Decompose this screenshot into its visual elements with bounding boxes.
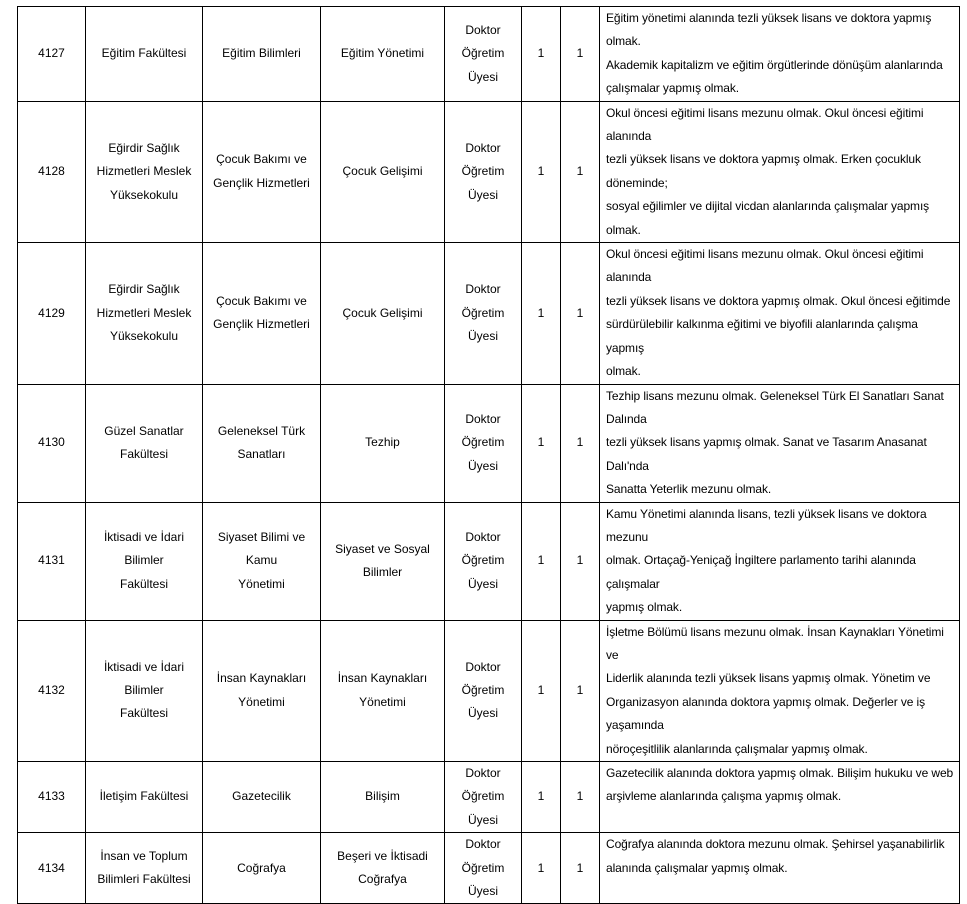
- faculty-cell: [86, 101, 203, 242]
- faculty-cell: [86, 762, 203, 833]
- academic-title-cell-line: Doktor: [465, 22, 501, 37]
- field-cell: [321, 502, 445, 620]
- faculty-cell-line: Fakültesi: [119, 576, 169, 591]
- department-cell-line: Coğrafya: [237, 860, 286, 875]
- academic-title-cell-line: Doktor: [465, 282, 501, 297]
- field-cell: [321, 101, 445, 242]
- field-cell-line: Coğrafya: [358, 872, 407, 887]
- faculty-cell-line: Eğirdir Sağlık: [108, 282, 180, 297]
- position-id-cell: 4132: [18, 620, 86, 761]
- requirements-cell: [600, 762, 960, 833]
- requirements-cell: [600, 7, 960, 102]
- field-cell-line: Eğitim Yönetimi: [340, 46, 425, 61]
- academic-title-cell: [445, 762, 522, 833]
- count-cell: 1: [561, 7, 600, 102]
- academic-title-cell-line: Doktor: [465, 411, 501, 426]
- faculty-cell-line: İletişim Fakültesi: [99, 789, 189, 804]
- job-listing-table: [17, 6, 960, 904]
- academic-title-cell: [445, 384, 522, 502]
- requirements-cell-line: Kamu Yönetimi alanında lisans, tezli yüksek lisans ve doktora mezunu: [606, 506, 927, 544]
- requirements-cell-line: Okul öncesi eğitimi lisans mezunu olmak. Okul öncesi eğitimi alanında: [606, 247, 924, 285]
- field-cell-line: Bilimler: [362, 565, 403, 580]
- count-cell: 1: [522, 101, 561, 242]
- department-cell-line: Gençlik Hizmetleri: [213, 175, 310, 190]
- academic-title-cell-line: Öğretim Üyesi: [461, 164, 505, 202]
- faculty-cell-line: İktisadi ve İdari Bilimler: [103, 659, 185, 698]
- count-cell: 1: [522, 243, 561, 384]
- faculty-cell-line: Güzel Sanatlar: [104, 423, 184, 438]
- position-id-cell: 4129: [18, 243, 86, 384]
- table-row: [18, 620, 960, 761]
- field-cell: [321, 833, 445, 904]
- count-cell: 1: [561, 620, 600, 761]
- faculty-cell: [86, 243, 203, 384]
- job-listing-table-wrapper: [17, 6, 960, 904]
- position-id-cell: 4130: [18, 384, 86, 502]
- faculty-cell-line: Yüksekokulu: [109, 328, 179, 343]
- faculty-cell-line: İktisadi ve İdari Bilimler: [103, 529, 185, 568]
- faculty-cell: [86, 502, 203, 620]
- position-id-cell: 4128: [18, 101, 86, 242]
- field-cell-line: Siyaset ve Sosyal: [335, 541, 430, 556]
- count-cell: 1: [522, 833, 561, 904]
- requirements-cell-line: tezli yüksek lisans ve doktora yapmış olmak. Okul öncesi eğitimde: [606, 293, 951, 308]
- requirements-cell-line: Akademik kapitalizm ve eğitim örgütlerinde dönüşüm alanlarında: [606, 57, 943, 72]
- faculty-cell-line: Yüksekokulu: [109, 187, 179, 202]
- field-cell: [321, 620, 445, 761]
- requirements-cell-line: arşivleme alanlarında çalışma yapmış olmak.: [606, 789, 842, 804]
- field-cell-line: Tezhip: [365, 435, 400, 450]
- field-cell: [321, 384, 445, 502]
- count-cell: 1: [561, 384, 600, 502]
- faculty-cell-line: Fakültesi: [119, 447, 169, 462]
- faculty-cell: [86, 833, 203, 904]
- requirements-cell-line: Tezhip lisans mezunu olmak. Geleneksel Türk El Sanatları Sanat Dalında: [606, 388, 944, 426]
- field-cell: [321, 762, 445, 833]
- count-cell: 1: [561, 101, 600, 242]
- requirements-cell-line: olmak.: [606, 364, 641, 379]
- table-row: [18, 502, 960, 620]
- department-cell-line: Siyaset Bilimi ve Kamu: [217, 529, 306, 568]
- table-row: [18, 7, 960, 102]
- count-cell: 1: [522, 620, 561, 761]
- faculty-cell-line: Bilimleri Fakültesi: [97, 872, 191, 887]
- academic-title-cell: [445, 101, 522, 242]
- department-cell: [203, 833, 321, 904]
- table-row: [18, 243, 960, 384]
- academic-title-cell-line: Öğretim Üyesi: [461, 683, 505, 721]
- academic-title-cell-line: Öğretim Üyesi: [461, 46, 505, 84]
- field-cell-line: Yönetimi: [359, 694, 406, 709]
- count-cell: 1: [522, 384, 561, 502]
- requirements-cell-line: yapmış olmak.: [606, 600, 683, 615]
- academic-title-cell-line: Öğretim Üyesi: [461, 435, 505, 473]
- department-cell-line: Gazetecilik: [232, 789, 291, 804]
- requirements-cell-line: Liderlik alanında tezli yüksek lisans yapmış olmak. Yönetim ve: [606, 671, 931, 686]
- academic-title-cell-line: Öğretim Üyesi: [461, 860, 505, 899]
- requirements-cell: [600, 833, 960, 904]
- table-row: [18, 833, 960, 904]
- department-cell-line: Eğitim Bilimleri: [222, 46, 301, 61]
- count-cell: 1: [561, 762, 600, 833]
- requirements-cell-line: sosyal eğilimler ve dijital vicdan alanlarında çalışmalar yapmış olmak.: [606, 199, 930, 237]
- field-cell-line: Bilişim: [365, 789, 400, 804]
- academic-title-cell: [445, 7, 522, 102]
- table-body: [18, 7, 960, 904]
- department-cell-line: Çocuk Bakımı ve: [216, 293, 307, 308]
- field-cell-line: Beşeri ve İktisadi: [337, 848, 428, 863]
- requirements-cell-line: sürdürülebilir kalkınma eğitimi ve biyofili alanlarında çalışma yapmış: [606, 317, 918, 355]
- requirements-cell: [600, 502, 960, 620]
- requirements-cell-line: Sanatta Yeterlik mezunu olmak.: [606, 482, 772, 497]
- field-cell: [321, 243, 445, 384]
- table-row: [18, 101, 960, 242]
- requirements-cell-line: alanında çalışmalar yapmış olmak.: [606, 860, 788, 875]
- count-cell: 1: [561, 502, 600, 620]
- academic-title-cell-line: Doktor: [465, 659, 501, 674]
- requirements-cell-line: Gazetecilik alanında doktora yapmış olmak. Bilişim hukuku ve web: [606, 766, 954, 780]
- requirements-cell-line: nöroçeşitlilik alanlarında çalışmalar yapmış olmak.: [606, 741, 868, 756]
- requirements-cell-line: İşletme Bölümü lisans mezunu olmak. İnsan Kaynakları Yönetimi ve: [606, 624, 944, 662]
- table-row: [18, 384, 960, 502]
- field-cell-line: Çocuk Gelişimi: [342, 305, 423, 320]
- count-cell: 1: [561, 833, 600, 904]
- academic-title-cell: [445, 620, 522, 761]
- requirements-cell-line: Coğrafya alanında doktora mezunu olmak. Şehirsel yaşanabilirlik: [606, 837, 945, 852]
- table-row: [18, 762, 960, 833]
- faculty-cell-line: Eğitim Fakültesi: [101, 46, 187, 61]
- department-cell-line: Sanatları: [237, 447, 286, 462]
- department-cell: [203, 243, 321, 384]
- field-cell-line: İnsan Kaynakları: [337, 671, 428, 686]
- field-cell: [321, 7, 445, 102]
- position-id-cell: 4127: [18, 7, 86, 102]
- requirements-cell: [600, 620, 960, 761]
- academic-title-cell-line: Öğretim Üyesi: [461, 305, 505, 343]
- department-cell-line: Geleneksel Türk: [217, 423, 306, 438]
- count-cell: 1: [522, 7, 561, 102]
- field-cell-line: Çocuk Gelişimi: [342, 164, 423, 179]
- department-cell: [203, 620, 321, 761]
- department-cell: [203, 384, 321, 502]
- department-cell-line: İnsan Kaynakları: [216, 671, 307, 686]
- faculty-cell: [86, 620, 203, 761]
- faculty-cell-line: İnsan ve Toplum: [100, 848, 188, 863]
- requirements-cell-line: Organizasyon alanında doktora yapmış olmak. Değerler ve iş yaşamında: [606, 694, 926, 733]
- requirements-cell: [600, 384, 960, 502]
- count-cell: 1: [561, 243, 600, 384]
- faculty-cell-line: Eğirdir Sağlık: [108, 140, 180, 155]
- requirements-cell: [600, 101, 960, 242]
- academic-title-cell: [445, 243, 522, 384]
- count-cell: 1: [522, 762, 561, 833]
- academic-title-cell: [445, 833, 522, 904]
- department-cell-line: Yönetimi: [238, 576, 285, 591]
- department-cell-line: Çocuk Bakımı ve: [216, 152, 307, 167]
- requirements-cell: [600, 243, 960, 384]
- position-id-cell: 4133: [18, 762, 86, 833]
- requirements-cell-line: olmak. Ortaçağ-Yeniçağ İngiltere parlamento tarihi alanında çalışmalar: [606, 553, 916, 591]
- requirements-cell-line: tezli yüksek lisans yapmış olmak. Sanat ve Tasarım Anasanat Dalı'nda: [606, 435, 927, 473]
- position-id-cell: 4134: [18, 833, 86, 904]
- requirements-cell-line: çalışmalar yapmış olmak.: [606, 81, 739, 96]
- academic-title-cell-line: Doktor: [465, 140, 501, 155]
- faculty-cell-line: Fakültesi: [119, 706, 169, 721]
- department-cell: [203, 502, 321, 620]
- requirements-cell-line: Eğitim yönetimi alanında tezli yüksek lisans ve doktora yapmış olmak.: [606, 11, 932, 49]
- academic-title-cell: [445, 502, 522, 620]
- academic-title-cell-line: Öğretim Üyesi: [461, 789, 505, 827]
- department-cell: [203, 7, 321, 102]
- department-cell: [203, 101, 321, 242]
- academic-title-cell-line: Doktor: [465, 837, 501, 852]
- faculty-cell: [86, 7, 203, 102]
- department-cell-line: Gençlik Hizmetleri: [213, 317, 310, 332]
- requirements-cell-line: tezli yüksek lisans ve doktora yapmış olmak. Erken çocukluk döneminde;: [606, 152, 921, 190]
- position-id-cell: 4131: [18, 502, 86, 620]
- academic-title-cell-line: Doktor: [465, 766, 501, 780]
- count-cell: 1: [522, 502, 561, 620]
- faculty-cell: [86, 384, 203, 502]
- department-cell: [203, 762, 321, 833]
- requirements-cell-line: Okul öncesi eğitimi lisans mezunu olmak. Okul öncesi eğitimi alanında: [606, 105, 924, 144]
- academic-title-cell-line: Doktor: [465, 529, 501, 544]
- faculty-cell-line: Hizmetleri Meslek: [96, 164, 192, 179]
- department-cell-line: Yönetimi: [238, 694, 285, 709]
- faculty-cell-line: Hizmetleri Meslek: [96, 305, 192, 320]
- academic-title-cell-line: Öğretim Üyesi: [461, 553, 505, 591]
